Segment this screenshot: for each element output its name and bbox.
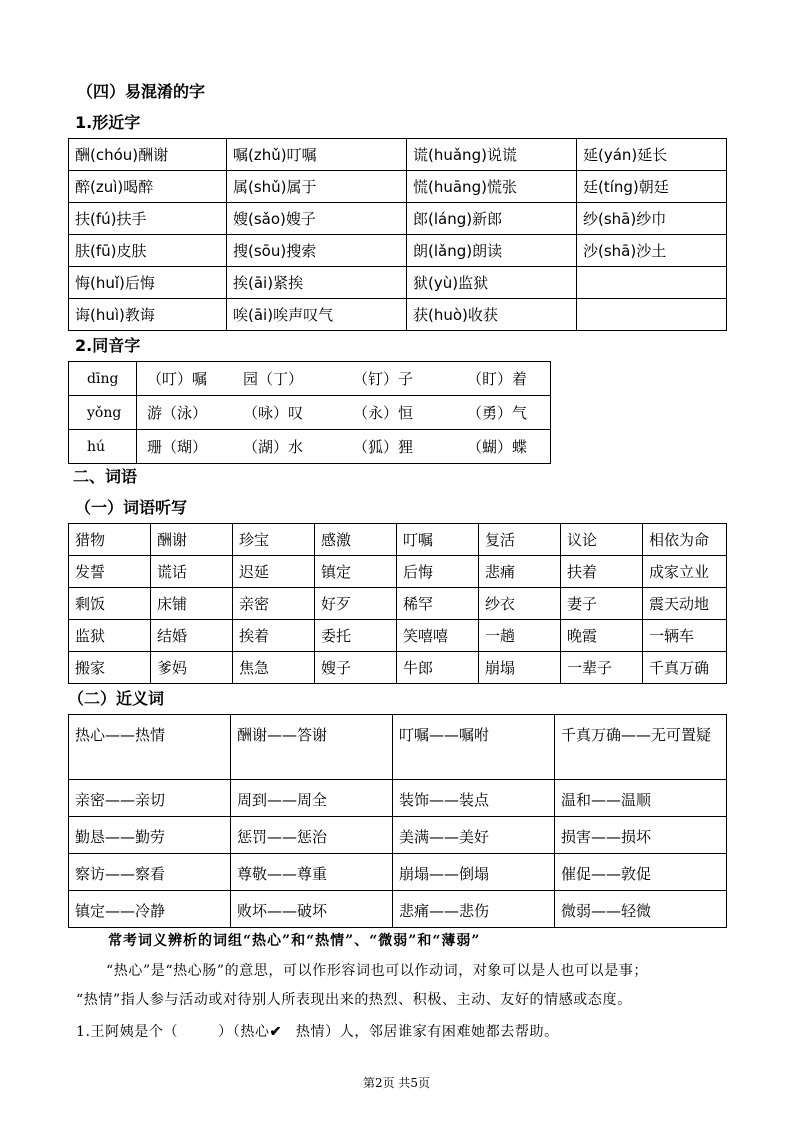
table-cell: 复活 xyxy=(479,524,561,556)
table-cell: 千真万确——无可置疑 xyxy=(555,715,727,780)
homophone-word: 游（泳） xyxy=(147,404,208,422)
question-1-suffix: 热情）人，邻居谁家有困难她都去帮助。 xyxy=(295,1024,559,1040)
table-row xyxy=(69,524,727,556)
homophone-word: （狐）狸 xyxy=(353,438,414,456)
homophone-word: 园（丁） xyxy=(243,370,304,388)
table-cell: 嫂(sǎo)嫂子 xyxy=(227,203,407,235)
table-cell: 美满——美好 xyxy=(393,817,555,854)
table-cell: 谎话 xyxy=(151,556,233,588)
table-cell: 谎(huǎng)说谎 xyxy=(407,139,577,171)
table-cell: 沙(shā)沙土 xyxy=(577,235,727,267)
table-row xyxy=(69,267,727,299)
table-cell: 唉(āi)唉声叹气 xyxy=(227,299,407,331)
table-cell: 一辈子 xyxy=(561,652,643,684)
table-cell: 爹妈 xyxy=(151,652,233,684)
table-cell: 搜(sōu)搜索 xyxy=(227,235,407,267)
table-cell: 郎(láng)新郎 xyxy=(407,203,577,235)
table-cell: 成家立业 xyxy=(643,556,727,588)
table-cell: 损害——损坏 xyxy=(555,817,727,854)
table-cell: 酬谢 xyxy=(151,524,233,556)
similar-shape-table xyxy=(68,138,727,331)
table-row xyxy=(69,854,727,891)
table-cell: 温和——温顺 xyxy=(555,780,727,817)
question-1-mid: ）（热心 xyxy=(218,1024,270,1040)
homophone-words-cell xyxy=(137,396,551,430)
table-cell: 扶(fú)扶手 xyxy=(69,203,227,235)
question-1-prefix: 1.王阿姨是个（ xyxy=(76,1024,179,1040)
table-cell: 酬谢——答谢 xyxy=(231,715,393,780)
table-cell: 叮嘱——嘱咐 xyxy=(393,715,555,780)
table-cell: 千真万确 xyxy=(643,652,727,684)
homophone-word: （叮）嘱 xyxy=(147,370,208,388)
homophone-word: （钉）子 xyxy=(353,370,414,388)
table-row xyxy=(69,817,727,854)
table-cell: 焦急 xyxy=(233,652,315,684)
table-cell: 惩罚——惩治 xyxy=(231,817,393,854)
table-row xyxy=(69,396,551,430)
table-cell: 催促——敦促 xyxy=(555,854,727,891)
table-cell: 震天动地 xyxy=(643,588,727,620)
table-row xyxy=(69,430,551,464)
homophone-word: （咏）叹 xyxy=(243,404,304,422)
table-cell: 好歹 xyxy=(315,588,397,620)
page-footer: 第2页 共5页 xyxy=(362,1076,431,1090)
table-cell: 嘱(zhǔ)叮嘱 xyxy=(227,139,407,171)
table-cell: 崩塌 xyxy=(479,652,561,684)
table-cell xyxy=(577,299,727,331)
table-cell: 廷(tíng)朝廷 xyxy=(577,171,727,203)
homophone-word: （勇）气 xyxy=(467,404,528,422)
table-cell: 剩饭 xyxy=(69,588,151,620)
table-cell: 床铺 xyxy=(151,588,233,620)
pinyin-cell: yǒng xyxy=(69,396,137,430)
table-row xyxy=(69,556,727,588)
table-cell: 一辆车 xyxy=(643,620,727,652)
table-cell: 慌(huāng)慌张 xyxy=(407,171,577,203)
pinyin-cell: dīng xyxy=(69,362,137,396)
table-cell: 猎物 xyxy=(69,524,151,556)
table-cell xyxy=(577,267,727,299)
table-cell: 迟延 xyxy=(233,556,315,588)
pinyin-cell: hú xyxy=(69,430,137,464)
table-cell: 挨着 xyxy=(233,620,315,652)
table-row xyxy=(69,715,727,780)
table-cell: 悲痛——悲伤 xyxy=(393,891,555,928)
table-row xyxy=(69,299,727,331)
table-row xyxy=(69,362,551,396)
table-cell: 勤恳——勤劳 xyxy=(69,817,231,854)
table-cell: 热心——热情 xyxy=(69,715,231,780)
table-cell: 纱衣 xyxy=(479,588,561,620)
table-cell: 酬(chóu)酬谢 xyxy=(69,139,227,171)
table-cell: 纱(shā)纱巾 xyxy=(577,203,727,235)
table-cell: 朗(lǎng)朗读 xyxy=(407,235,577,267)
check-mark-icon: ✔ xyxy=(269,1024,282,1040)
table-cell: 扶着 xyxy=(561,556,643,588)
table-cell: 议论 xyxy=(561,524,643,556)
table-cell: 稀罕 xyxy=(397,588,479,620)
table-cell: 亲密 xyxy=(233,588,315,620)
table-cell: 挨(āi)紧挨 xyxy=(227,267,407,299)
table-row xyxy=(69,620,727,652)
table-cell: 妻子 xyxy=(561,588,643,620)
table-cell: 发誓 xyxy=(69,556,151,588)
synonym-table xyxy=(68,714,727,928)
homophone-table xyxy=(68,361,551,464)
table-cell: 搬家 xyxy=(69,652,151,684)
table-cell: 延(yán)延长 xyxy=(577,139,727,171)
table-cell: 珍宝 xyxy=(233,524,315,556)
heading-similar-shape-chars: 1.形近字 xyxy=(75,113,141,132)
table-row xyxy=(69,171,727,203)
table-cell: 微弱——轻微 xyxy=(555,891,727,928)
homophone-word: （蝴）蝶 xyxy=(467,438,528,456)
explanation-line-2: “热情”指人参与活动或对待别人所表现出来的热烈、积极、主动、友好的情感或态度。 xyxy=(76,992,632,1008)
heading-synonyms: （二）近义词 xyxy=(68,689,165,708)
table-cell: 装饰——装点 xyxy=(393,780,555,817)
table-cell: 委托 xyxy=(315,620,397,652)
heading-homophones: 2.同音字 xyxy=(75,336,141,355)
homophone-word: 珊（瑚） xyxy=(147,438,208,456)
homophone-words-cell xyxy=(137,362,551,396)
table-cell: 诲(huì)教诲 xyxy=(69,299,227,331)
table-cell: 镇定——冷静 xyxy=(69,891,231,928)
homophone-word: （永）恒 xyxy=(353,404,414,422)
table-row xyxy=(69,891,727,928)
table-cell: 获(huò)收获 xyxy=(407,299,577,331)
table-cell: 悔(huǐ)后悔 xyxy=(69,267,227,299)
table-cell: 笑嘻嘻 xyxy=(397,620,479,652)
table-cell: 醉(zuì)喝醉 xyxy=(69,171,227,203)
table-cell: 相依为命 xyxy=(643,524,727,556)
table-cell: 叮嘱 xyxy=(397,524,479,556)
table-cell: 感激 xyxy=(315,524,397,556)
section-heading-confusable-chars: （四）易混淆的字 xyxy=(77,82,206,101)
table-cell: 肤(fū)皮肤 xyxy=(69,235,227,267)
dictation-table xyxy=(68,523,727,684)
heading-dictation: （一）词语听写 xyxy=(75,498,188,517)
table-cell: 狱(yù)监狱 xyxy=(407,267,577,299)
table-row xyxy=(69,652,727,684)
explanation-line-1: “热心”是“热心肠”的意思，可以作形容词也可以作动词，对象可以是人也可以是事； xyxy=(106,963,649,979)
table-cell: 晚霞 xyxy=(561,620,643,652)
table-row xyxy=(69,588,727,620)
table-cell: 败坏——破坏 xyxy=(231,891,393,928)
table-row xyxy=(69,780,727,817)
table-cell: 属(shǔ)属于 xyxy=(227,171,407,203)
table-cell: 结婚 xyxy=(151,620,233,652)
table-cell: 察访——察看 xyxy=(69,854,231,891)
table-cell: 崩塌——倒塌 xyxy=(393,854,555,891)
table-cell: 尊敬——尊重 xyxy=(231,854,393,891)
homophone-word: （盯）着 xyxy=(467,370,528,388)
table-row xyxy=(69,235,727,267)
table-cell: 后悔 xyxy=(397,556,479,588)
table-row xyxy=(69,139,727,171)
table-cell: 镇定 xyxy=(315,556,397,588)
table-cell: 周到——周全 xyxy=(231,780,393,817)
table-cell: 亲密——亲切 xyxy=(69,780,231,817)
word-distinction-title: 常考词义辨析的词组“热心”和“热情”、“微弱”和“薄弱” xyxy=(108,933,481,949)
table-row xyxy=(69,203,727,235)
homophone-words-cell xyxy=(137,430,551,464)
table-cell: 悲痛 xyxy=(479,556,561,588)
table-cell: 牛郎 xyxy=(397,652,479,684)
question-1 xyxy=(76,1021,559,1043)
homophone-word: （湖）水 xyxy=(243,438,304,456)
section-heading-vocabulary: 二、词语 xyxy=(73,467,138,486)
table-cell: 嫂子 xyxy=(315,652,397,684)
table-cell: 一趟 xyxy=(479,620,561,652)
table-cell: 监狱 xyxy=(69,620,151,652)
